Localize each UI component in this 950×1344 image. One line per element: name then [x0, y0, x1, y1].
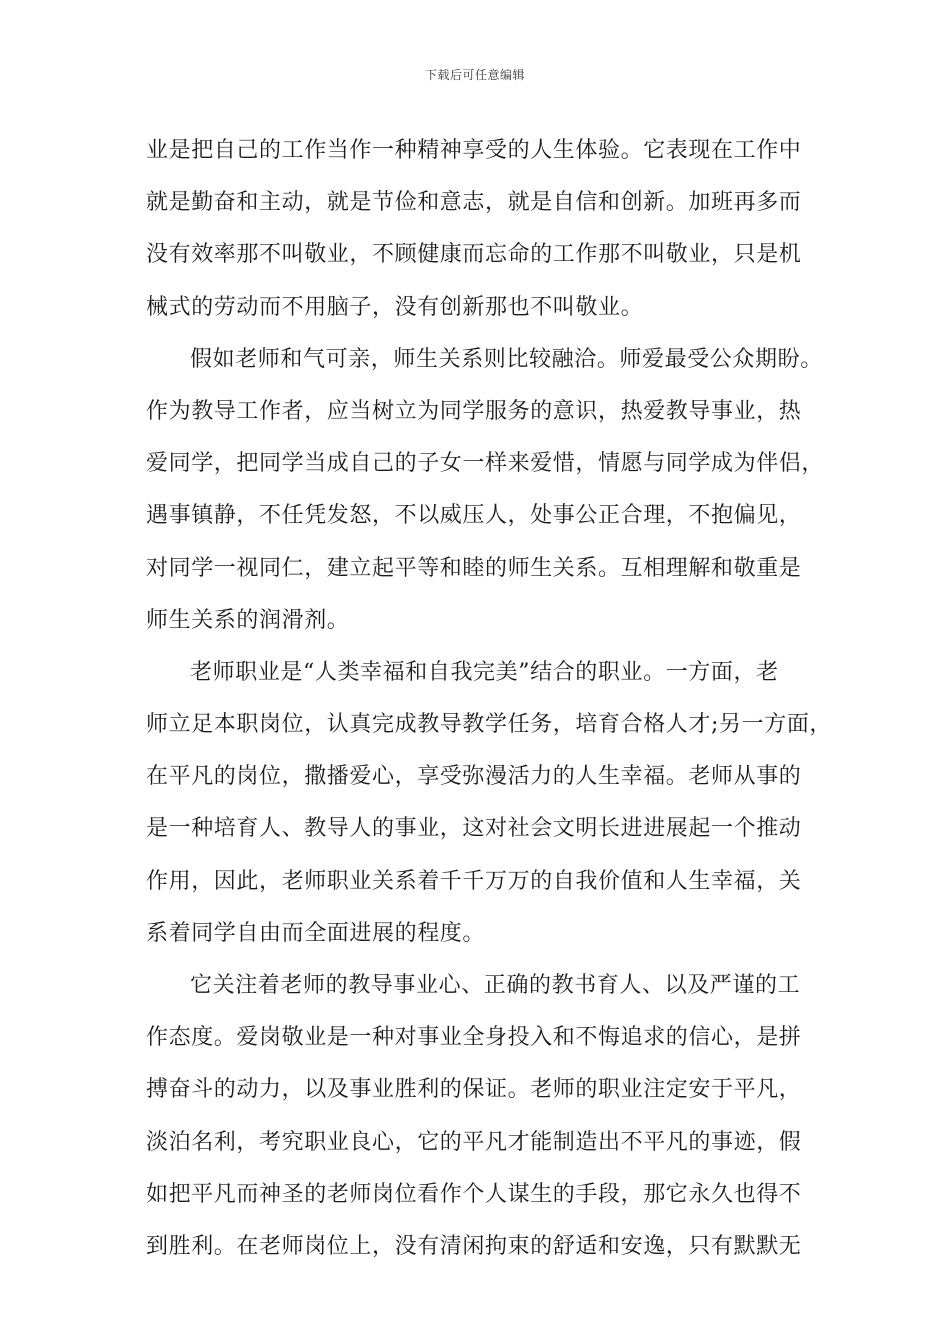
text-line: 是一种培育人、教导人的事业，这对社会文明长进进展起一个推动 — [146, 816, 802, 842]
text-line: 在平凡的岗位，撒播爱心，享受弥漫活力的人生幸福。老师从事的 — [146, 764, 802, 790]
paragraph-4 — [146, 960, 826, 1273]
text-line: 就是勤奋和主动，就是节俭和意志，就是自信和创新。加班再多而 — [146, 190, 802, 216]
text-line: 师立足本职岗位，认真完成教导教学任务，培育合格人才;另一方面， — [146, 712, 833, 738]
text-line: 淡泊名利，考究职业良心，它的平凡才能制造出不平凡的事迹，假 — [146, 1129, 802, 1155]
text-line: 老师职业是“人类幸福和自我完美”结合的职业。一方面，老 — [190, 659, 779, 685]
text-line: 如把平凡而神圣的老师岗位看作个人谋生的手段，那它永久也得不 — [146, 1181, 802, 1207]
text-line: 械式的劳动而不用脑子，没有创新那也不叫敬业。 — [146, 294, 644, 320]
document-body — [146, 125, 833, 1273]
text-line: 没有效率那不叫敬业，不顾健康而忘命的工作那不叫敬业，只是机 — [146, 242, 802, 268]
text-line: 遇事镇静，不任凭发怒，不以威压人，处事公正合理，不抱偏见， — [146, 503, 802, 529]
page-header-note: 下载后可任意编辑 — [424, 68, 525, 82]
text-line: 搏奋斗的动力，以及事业胜利的保证。老师的职业注定安于平凡， — [146, 1077, 802, 1103]
text-line: 作态度。爱岗敬业是一种对事业全身投入和不悔追求的信心，是拼 — [146, 1025, 802, 1051]
text-line: 它关注着老师的教导事业心、正确的教书育人、以及严谨的工 — [190, 973, 801, 998]
text-line: 爱同学，把同学当成自己的子女一样来爱惜，情愿与同学成为伴侣， — [146, 451, 825, 477]
text-line: 假如老师和气可亲，师生关系则比较融洽。师爱最受公众期盼。 — [190, 346, 823, 372]
text-line: 作为教导工作者，应当树立为同学服务的意识，热爱教导事业，热 — [146, 398, 802, 424]
paragraph-1 — [146, 125, 826, 334]
text-line: 到胜利。在老师岗位上，没有清闲拘束的舒适和安逸，只有默默无 — [146, 1233, 802, 1259]
paragraph-2 — [146, 334, 826, 647]
text-line: 系着同学自由而全面进展的程度。 — [146, 920, 486, 946]
text-line: 作用，因此，老师职业关系着千千万万的自我价值和人生幸福，关 — [146, 868, 802, 894]
text-line: 对同学一视同仁，建立起平等和睦的师生关系。互相理解和敬重是 — [146, 555, 802, 581]
paragraph-3 — [146, 647, 833, 960]
text-line: 师生关系的润滑剂。 — [146, 607, 350, 633]
text-line: 业是把自己的工作当作一种精神享受的人生体验。它表现在工作中 — [146, 138, 802, 163]
